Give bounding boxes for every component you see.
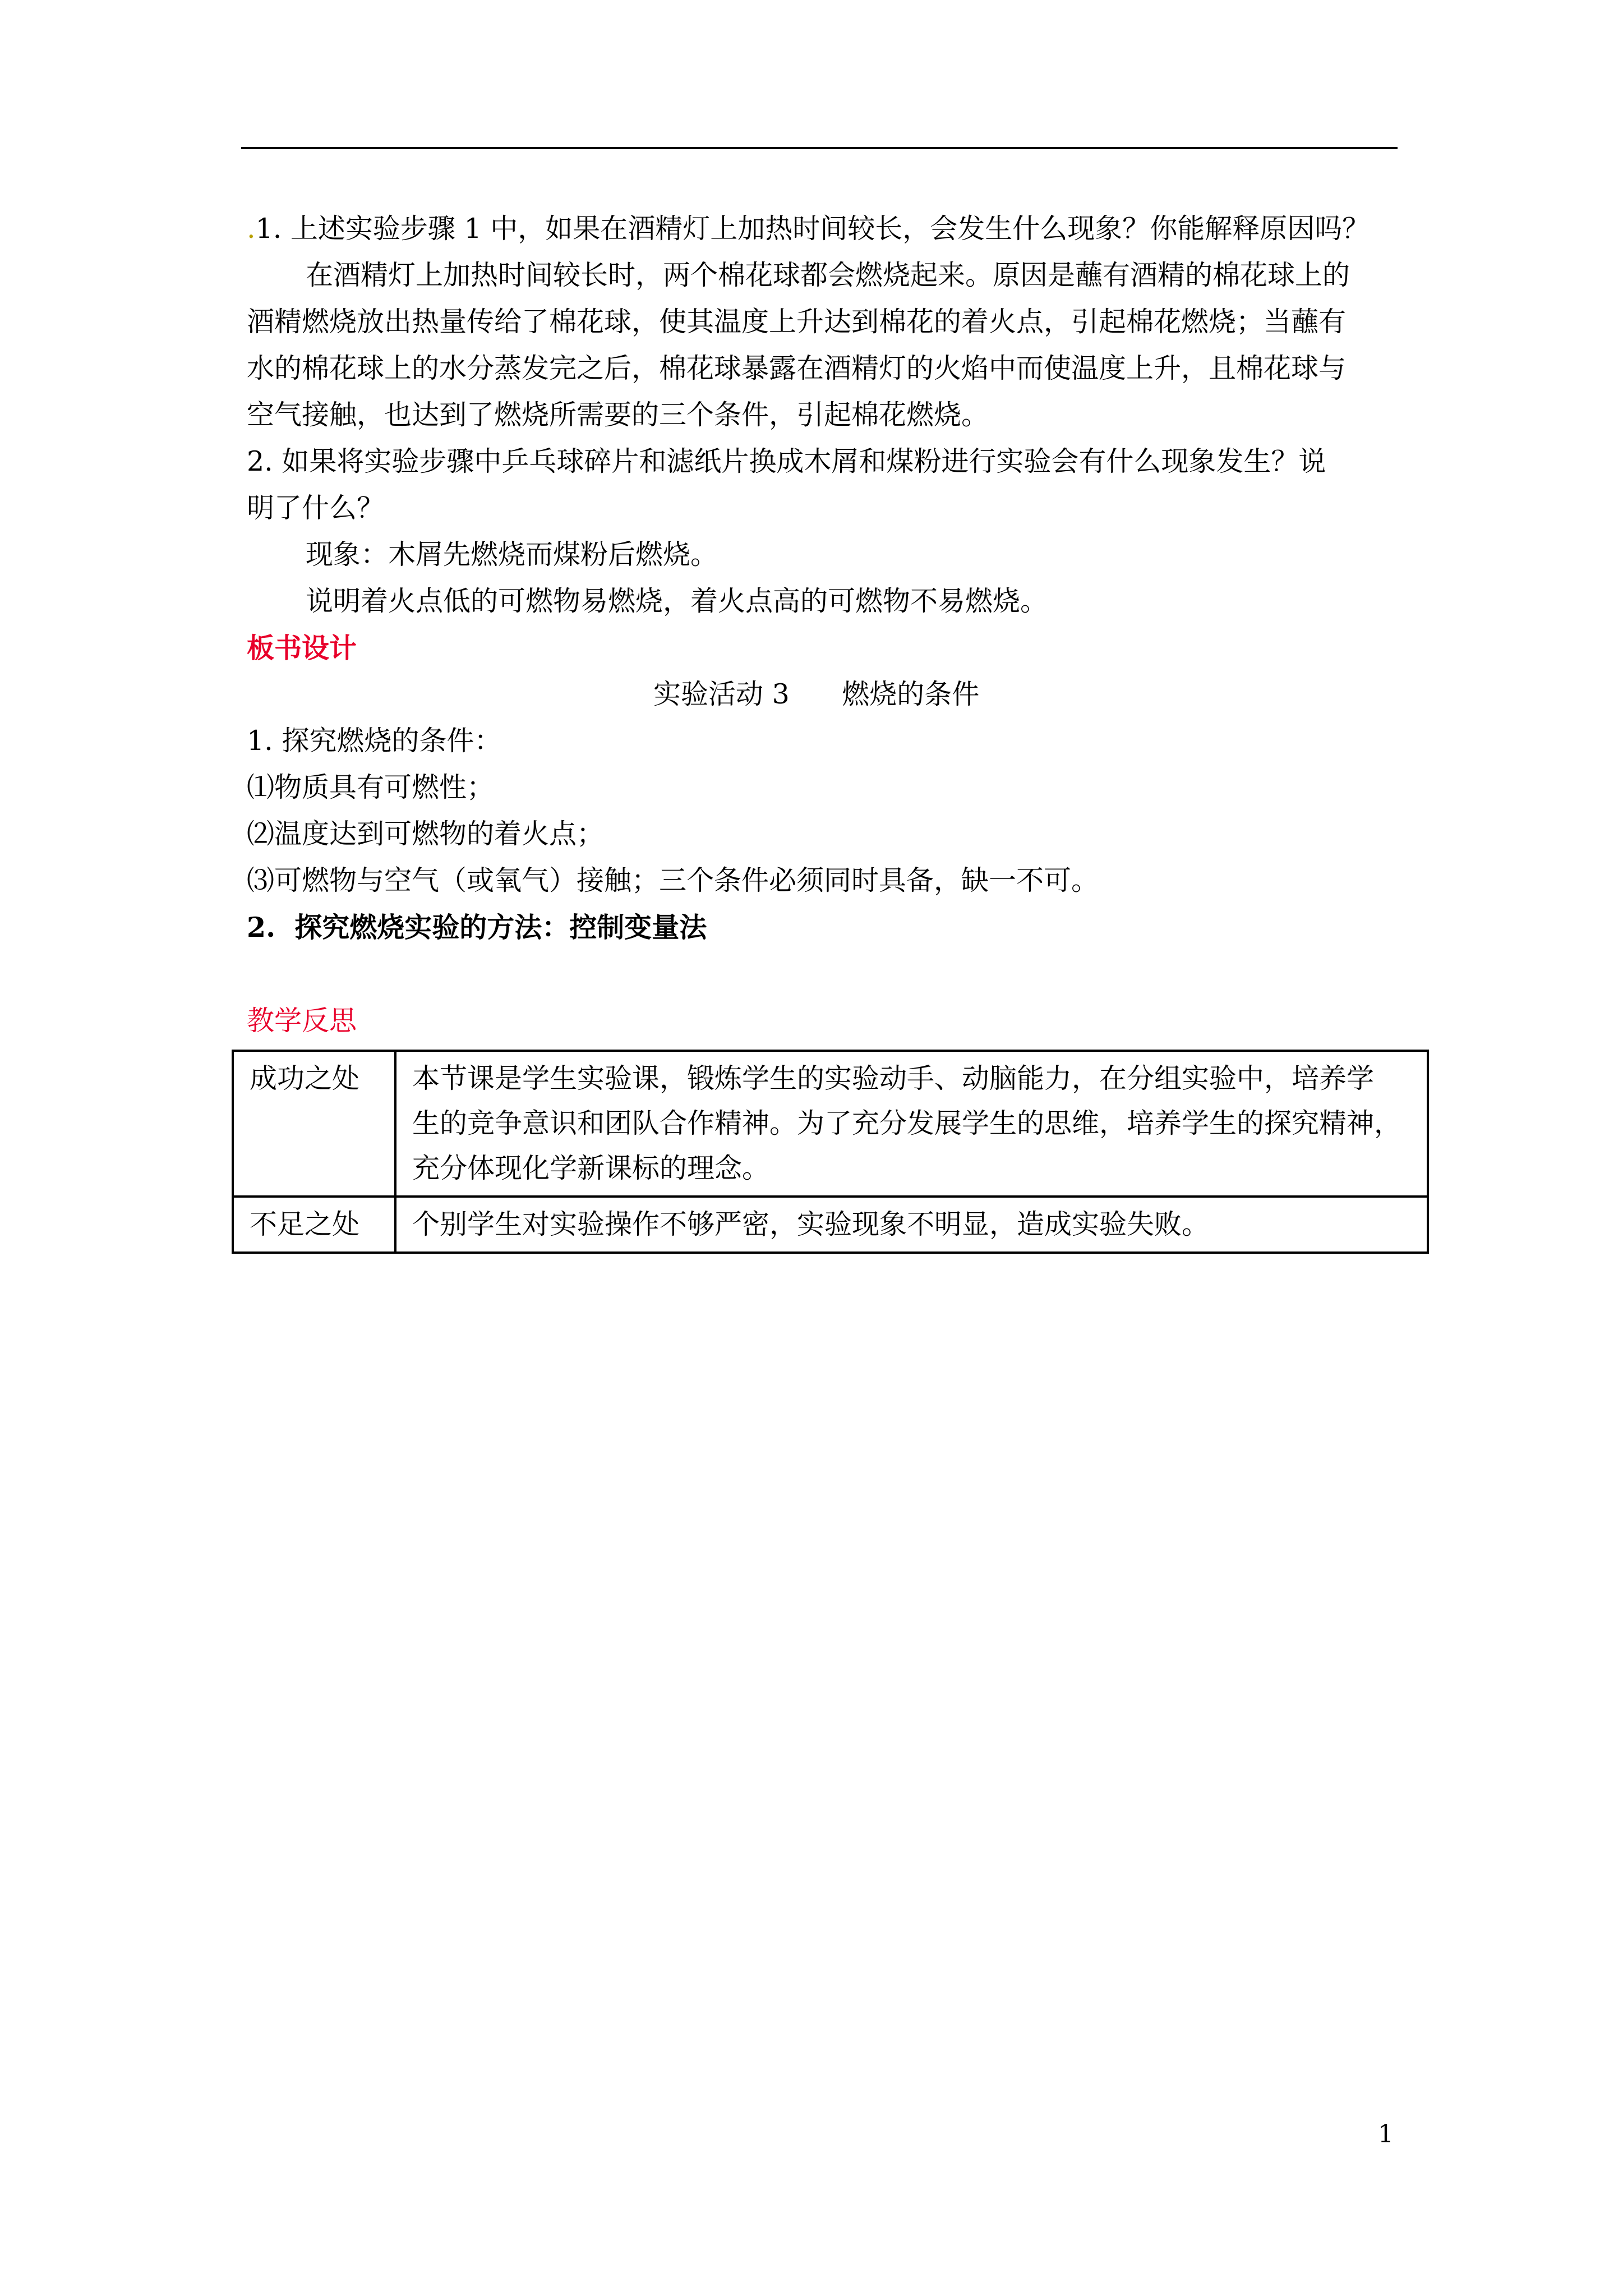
answer-1-line-3: 水的棉花球上的水分蒸发完之后，棉花球暴露在酒精灯的火焰中而使温度上升，且棉花球与 — [247, 352, 1347, 384]
board-title: 实验活动 3 燃烧的条件 — [653, 678, 980, 710]
page-number: 1 — [1378, 2120, 1394, 2148]
answer-2-explanation: 说明着火点低的可燃物易燃烧，着火点高的可燃物不易燃烧。 — [306, 585, 1048, 617]
row-content-success — [395, 1051, 1428, 1197]
question-1-text: 1. 上述实验步骤 1 中，如果在酒精灯上加热时间较长，会发生什么现象？你能解释原因吗？ — [255, 213, 1370, 245]
edit-marker: . — [247, 213, 256, 245]
reflection-table — [232, 1050, 1429, 1254]
condition-3: ⑶可燃物与空气（或氧气）接触；三个条件必须同时具备，缺一不可。 — [247, 864, 1099, 896]
answer-2-phenomenon: 现象：木屑先燃烧而煤粉后燃烧。 — [306, 539, 718, 570]
question-2-line-2: 明了什么？ — [247, 492, 385, 524]
row-label-success: 成功之处 — [233, 1051, 395, 1197]
shortcoming-line-1: 个别学生对实验操作不够严密，实验现象不明显，造成实验失败。 — [412, 1208, 1210, 1240]
question-1 — [247, 212, 1370, 246]
question-2-line-1: 2. 如果将实验步骤中乒乓球碎片和滤纸片换成木屑和煤粉进行实验会有什么现象发生？说 — [247, 445, 1326, 477]
success-line-1: 本节课是学生实验课，锻炼学生的实验动手、动脑能力，在分组实验中，培养学 — [412, 1062, 1375, 1094]
board-heading: 板书设计 — [247, 632, 357, 664]
answer-1-line-4: 空气接触，也达到了燃烧所需要的三个条件，引起棉花燃烧。 — [247, 399, 989, 431]
success-line-3: 充分体现化学新课标的理念。 — [412, 1152, 770, 1184]
table-row — [233, 1197, 1428, 1253]
answer-1-line-1: 在酒精灯上加热时间较长时，两个棉花球都会燃烧起来。原因是蘸有酒精的棉花球上的 — [306, 259, 1350, 291]
board-item-1: 1. 探究燃烧的条件： — [247, 725, 502, 757]
answer-1-line-2: 酒精燃烧放出热量传给了棉花球，使其温度上升达到棉花的着火点，引起棉花燃烧；当蘸有 — [247, 306, 1347, 338]
condition-2: ⑵温度达到可燃物的着火点； — [247, 818, 605, 850]
success-line-2: 生的竞争意识和团队合作精神。为了充分发展学生的思维，培养学生的探究精神， — [412, 1107, 1402, 1139]
row-label-shortcoming: 不足之处 — [233, 1197, 395, 1253]
header-rule — [241, 147, 1398, 149]
reflection-heading: 教学反思 — [247, 1005, 357, 1037]
board-item-2: 2. 探究燃烧实验的方法：控制变量法 — [247, 911, 707, 944]
row-content-shortcoming — [395, 1197, 1428, 1253]
table-row — [233, 1051, 1428, 1197]
condition-1: ⑴物质具有可燃性； — [247, 771, 495, 803]
